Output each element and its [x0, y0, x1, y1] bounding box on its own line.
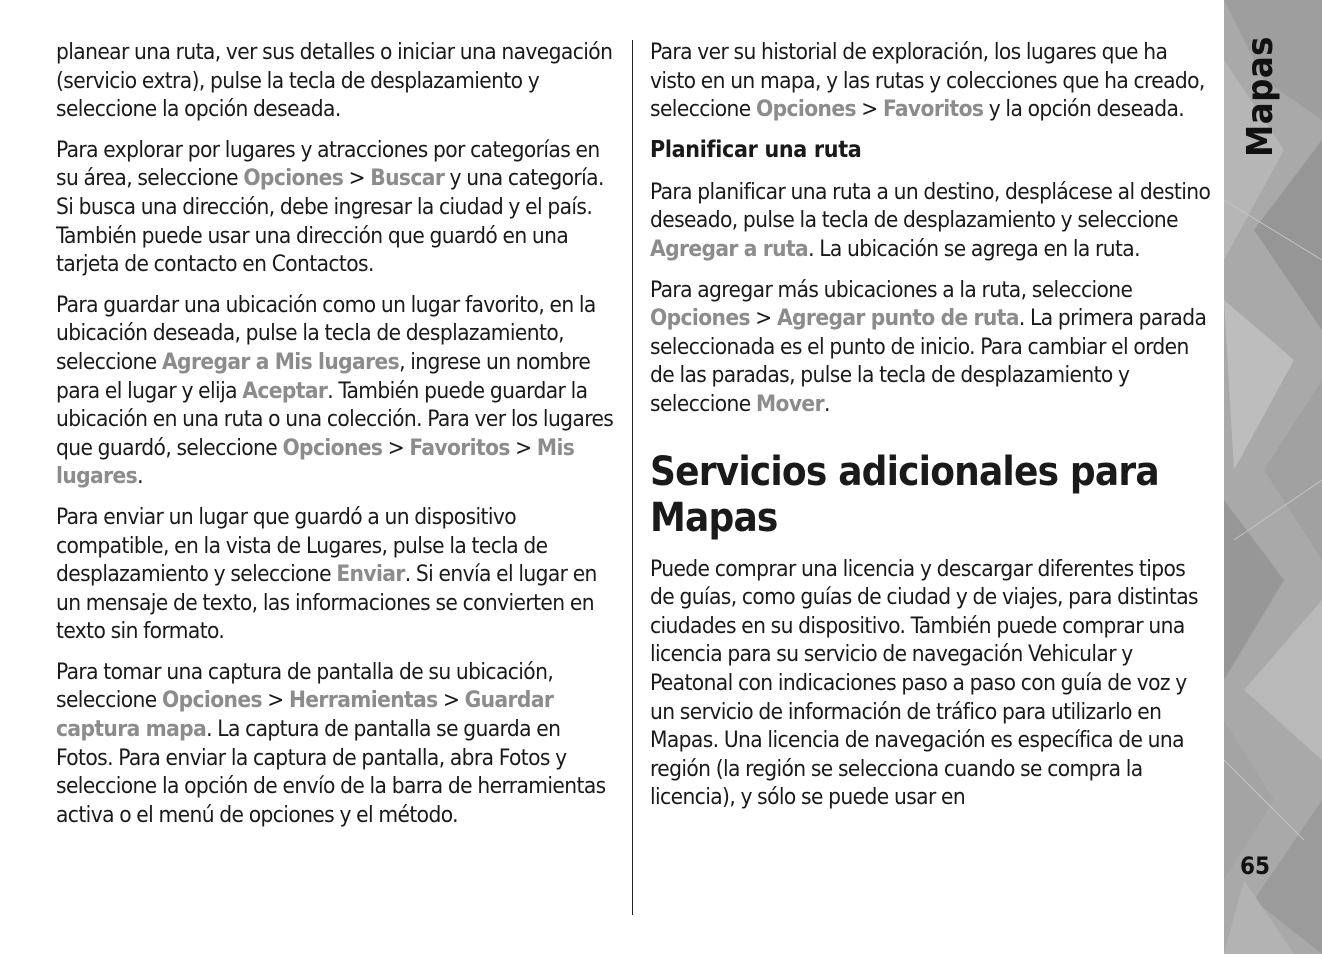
menu-term-enviar: Enviar: [336, 561, 405, 588]
chapter-side-band: [1224, 0, 1322, 954]
paragraph-licenses: Puede comprar una licencia y descargar diferentes tipos de guías, como guías de ciudad y de viajes, para distintas ciudades en su dispositivo. También puede comprar una licencia para su servicio de navegación Vehicular y Peatonal con indicaciones paso a paso con guía de voz y un servicio de información de tráfico para utilizarlo en Mapas. Una licencia de navegación es específica de una región (la región se selecciona cuando se compra la licencia), y sólo se puede usar en: [650, 555, 1198, 811]
paragraph-save-favorite: [56, 291, 620, 491]
text: Para planificar una ruta a un destino, desplácese al destino deseado, pulse la tecla de desplazamiento y seleccione: [650, 178, 1211, 234]
subheading-planificar-ruta: Planificar una ruta: [650, 136, 862, 163]
menu-separator: >: [343, 165, 371, 192]
paragraph-plan-route: [650, 178, 1212, 264]
menu-term-agregar-mis-lugares: Agregar a Mis lugares: [161, 348, 400, 375]
menu-separator: >: [437, 687, 465, 714]
text: Para enviar un lugar que guardó a un dispositivo compatible, en la vista de Lugares, pulse la tecla de desplazamiento y seleccione: [56, 503, 548, 588]
menu-term-opciones: Opciones: [755, 96, 856, 123]
menu-term-herramientas: Herramientas: [288, 687, 438, 714]
menu-term-guardar-captura-mapa: Guardar captura mapa: [56, 687, 554, 743]
menu-term-aceptar: Aceptar: [242, 377, 328, 404]
right-column: [650, 38, 1212, 824]
text: . La primera parada seleccionada es el punto de inicio. Para cambiar el orden de las paradas, pulse la tecla de desplazamiento y seleccione: [650, 305, 1207, 417]
text: . Si envía el lugar en un mensaje de texto, las informaciones se convierten en texto sin formato.: [56, 561, 597, 645]
menu-term-opciones: Opciones: [650, 305, 750, 332]
text: Para agregar más ubicaciones a la ruta, seleccione: [650, 276, 1133, 303]
text: .: [823, 390, 830, 417]
menu-term-mover: Mover: [755, 390, 824, 417]
menu-separator: >: [382, 434, 410, 461]
menu-term-opciones: Opciones: [161, 687, 262, 714]
column-divider: [632, 40, 633, 915]
chapter-title: Mapas: [1239, 35, 1281, 157]
text: Para tomar una captura de pantalla de su ubicación, seleccione: [56, 658, 554, 714]
menu-separator: >: [261, 687, 289, 714]
menu-term-favoritos: Favoritos: [409, 434, 510, 461]
menu-term-agregar-a-ruta: Agregar a ruta: [650, 235, 809, 262]
chapter-title-wrapper: [1230, 36, 1290, 156]
paragraph-history: [650, 38, 1212, 124]
text: . La ubicación se agrega en la ruta.: [808, 235, 1140, 262]
paragraph-send-place: [56, 503, 620, 646]
menu-term-opciones: Opciones: [282, 434, 383, 461]
menu-term-agregar-punto-de-ruta: Agregar punto de ruta: [776, 305, 1019, 332]
text: Para explorar por lugares y atracciones por categorías en su área, seleccione: [56, 136, 600, 192]
menu-separator: >: [855, 96, 883, 123]
menu-term-mis-lugares: Mis lugares: [56, 434, 575, 490]
section-heading: Servicios adicionales para Mapas: [650, 448, 1159, 541]
text: Para ver su historial de exploración, los lugares que ha visto en un mapa, y las rutas y colecciones que ha creado, seleccione: [650, 39, 1205, 123]
menu-separator: >: [509, 434, 537, 461]
text: Para guardar una ubicación como un lugar favorito, en la ubicación deseada, pulse la tecla de desplazamiento, seleccione: [56, 291, 596, 375]
text: , ingrese un nombre para el lugar y elija: [56, 348, 591, 404]
text: y la opción deseada.: [983, 96, 1185, 123]
left-column: [56, 38, 620, 841]
menu-term-opciones: Opciones: [243, 165, 344, 192]
page-number: 65: [1240, 852, 1271, 880]
paragraph-route-intro: planear una ruta, ver sus detalles o iniciar una navegación (servicio extra), pulse la tecla de desplazamiento y seleccione la opción deseada.: [56, 39, 613, 123]
paragraph-explore-places: [56, 136, 620, 279]
text: . La captura de pantalla se guarda en Fotos. Para enviar la captura de pantalla, abra Fotos y seleccione la opción de envío de la barra de herramientas activa o el menú de opciones y el método.: [56, 716, 606, 828]
text: y una categoría. Si busca una dirección, debe ingresar la ciudad y el país. También puede usar una dirección que guardó en una tarjeta de contacto en Contactos.: [56, 165, 604, 278]
paragraph-add-waypoints: [650, 276, 1212, 419]
menu-term-buscar: Buscar: [370, 165, 445, 192]
text: .: [137, 463, 143, 490]
menu-term-favoritos: Favoritos: [882, 96, 984, 123]
text: . También puede guardar la ubicación en una ruta o una colección. Para ver los lugares que guardó, seleccione: [56, 377, 614, 461]
menu-separator: >: [749, 305, 777, 332]
paragraph-screenshot: [56, 658, 620, 830]
